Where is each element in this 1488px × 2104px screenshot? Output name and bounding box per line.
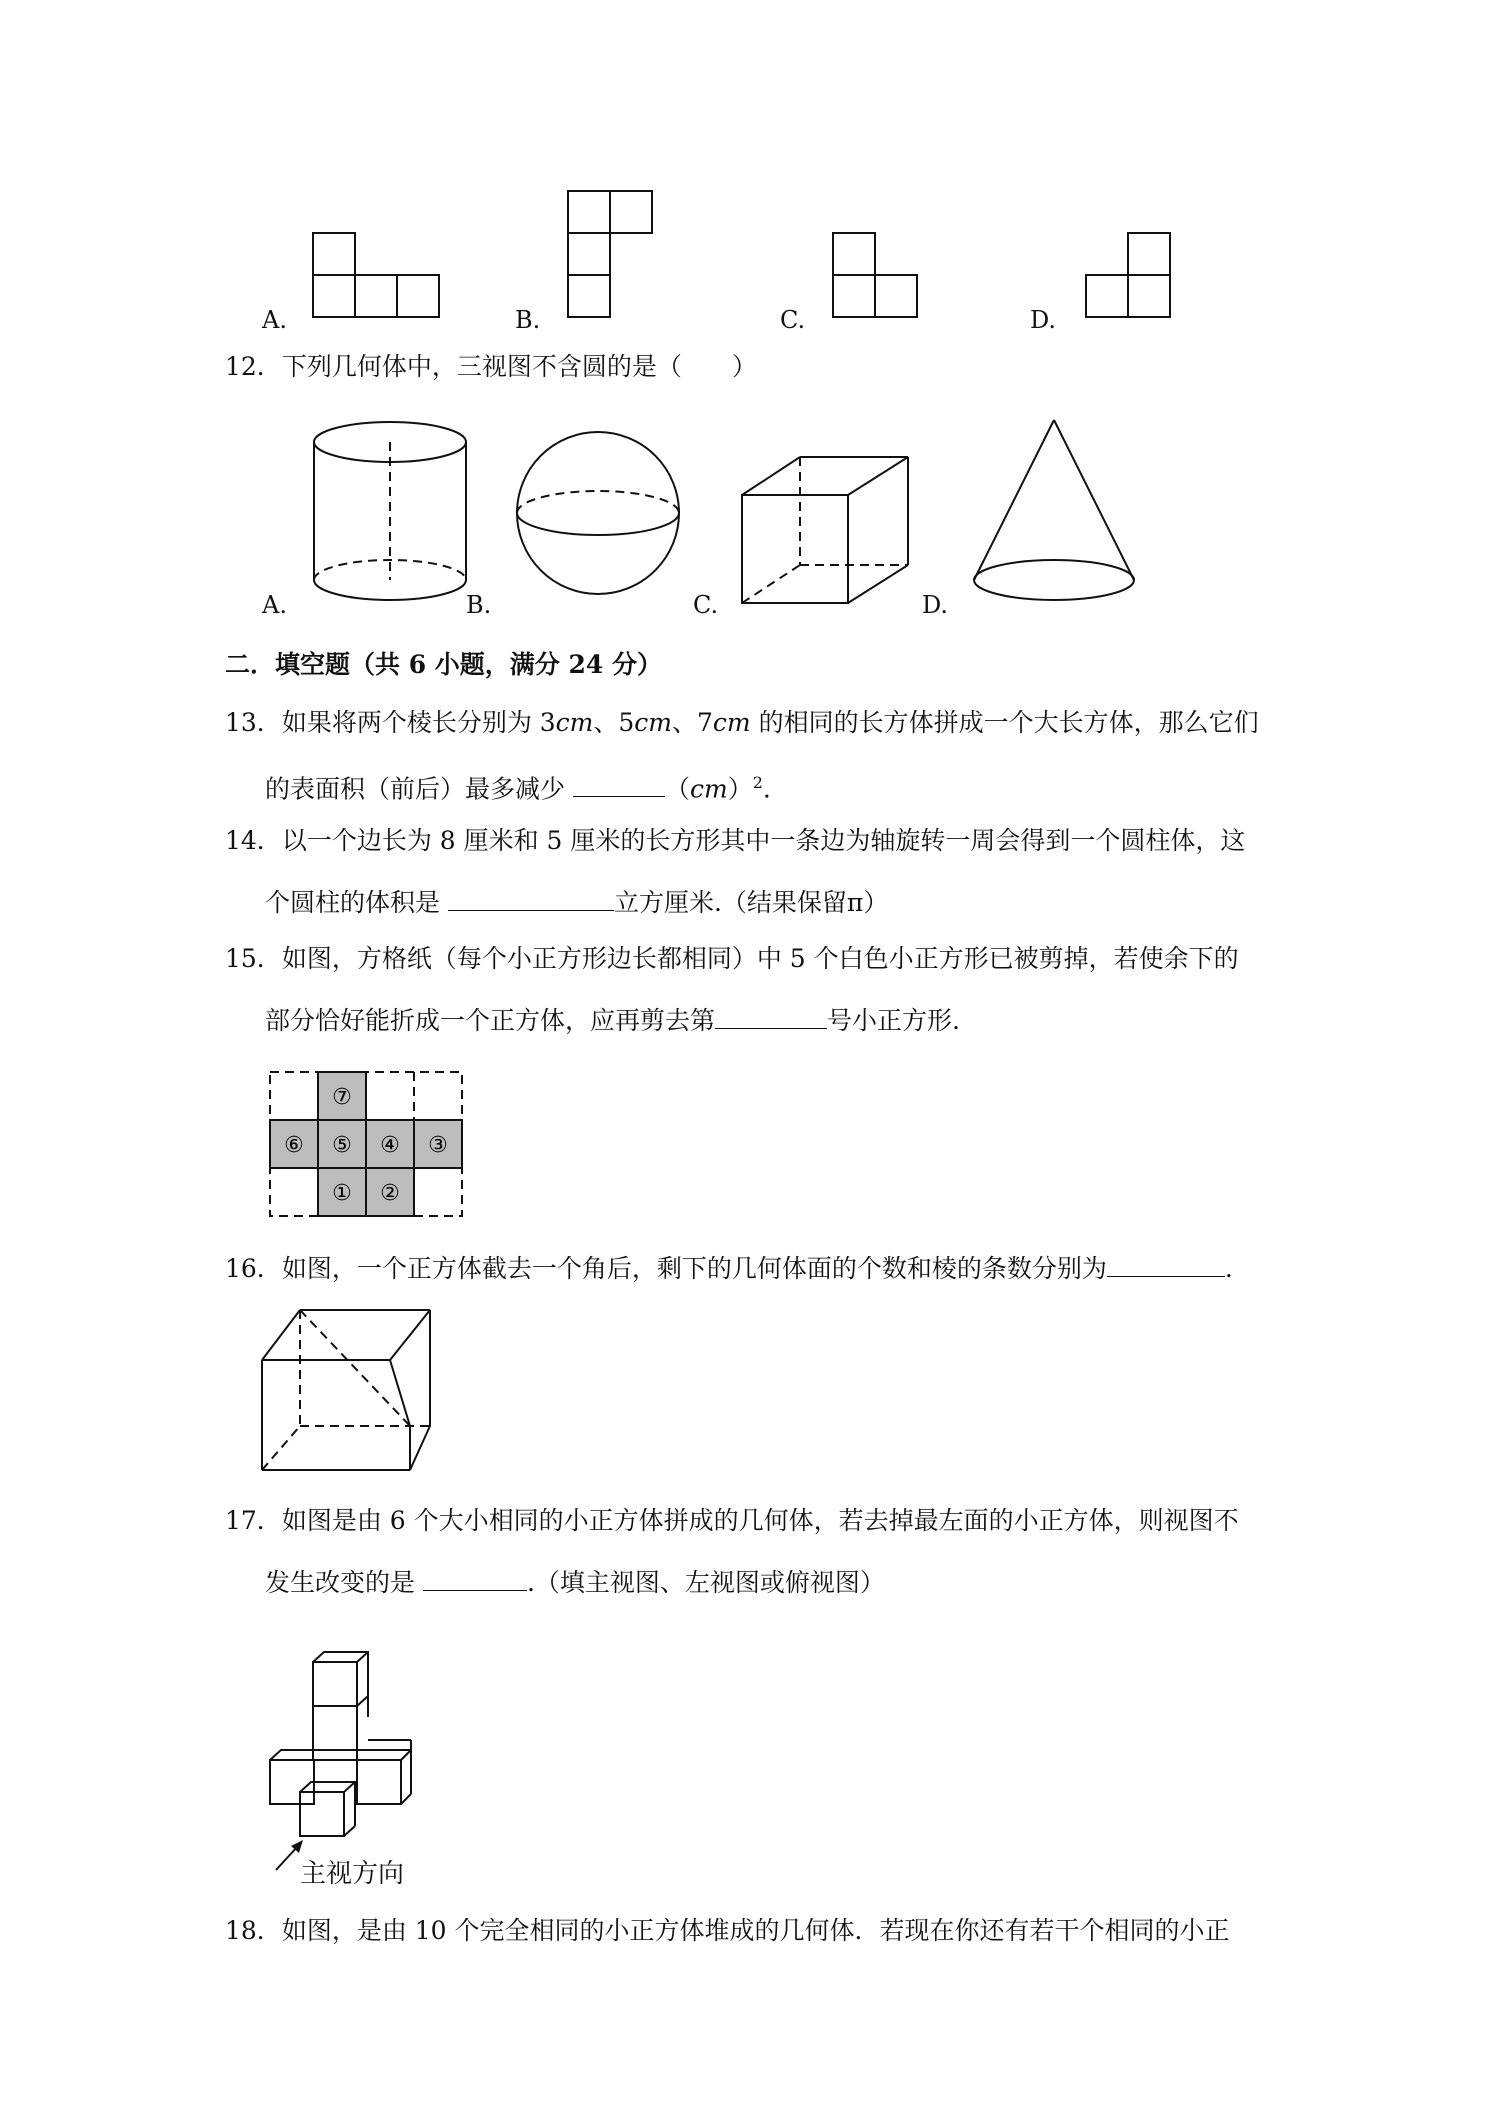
- q13-text-c: 的表面积（前后）最多减少: [265, 774, 573, 804]
- q12-stem: [225, 352, 757, 382]
- cube-icon: [740, 455, 920, 610]
- q13-text-b: 的相同的长方体拼成一个大长方体，那么它们: [750, 708, 1259, 737]
- q16-line-1: [225, 1252, 1233, 1284]
- q13-line-2: [265, 768, 771, 804]
- q18-text-a: 如图，是由 10 个完全相同的小正方体堆成的几何体．若现在你还有若干个相同的小正: [281, 1916, 1230, 1945]
- q13-unit-3: cm: [712, 708, 751, 737]
- cone-icon: [972, 418, 1142, 608]
- q11-option-b-figure: [567, 190, 667, 325]
- q14-text-b: 个圆柱的体积是: [265, 888, 448, 917]
- q13-paren-close: ）: [727, 774, 753, 804]
- q15-cell-4: ④: [380, 1133, 400, 1158]
- q18-line-1: [225, 1916, 1230, 1946]
- q13-answer-blank[interactable]: [573, 772, 665, 797]
- q16-text-a: 如图，一个正方体截去一个角后，剩下的几何体面的个数和棱的条数分别为: [281, 1254, 1107, 1283]
- q12-text: 下列几何体中，三视图不含圆的是（ ）: [281, 352, 757, 381]
- q12-option-a-label: A.: [262, 591, 287, 619]
- q17-cube-stack-figure: [268, 1622, 468, 1842]
- q15-cell-6: ⑥: [284, 1133, 304, 1158]
- q13-unit-1: cm: [555, 708, 594, 737]
- q15-line-2: [265, 1004, 960, 1036]
- q15-answer-blank[interactable]: [715, 1004, 827, 1029]
- q17-line-1: [225, 1506, 1239, 1536]
- q13-unit-2: cm: [634, 708, 673, 737]
- q14-number: 14．: [225, 826, 282, 855]
- q17-line-2: [265, 1566, 885, 1598]
- q14-text-c: 立方厘米.（结果保留π）: [613, 888, 889, 917]
- q13-sep-2: 、7: [672, 708, 713, 737]
- q11-option-c-figure: [832, 232, 927, 322]
- q15-cell-1: ①: [332, 1181, 352, 1206]
- q11-option-d-label: D.: [1030, 306, 1057, 334]
- q17-text-b: 发生改变的是: [265, 1568, 423, 1597]
- q13-period: .: [762, 774, 771, 804]
- q17-number: 17．: [225, 1506, 282, 1535]
- q12-number: 12．: [225, 352, 282, 381]
- q14-line-2: [265, 886, 888, 918]
- q11-option-c-label: C.: [780, 306, 806, 334]
- q13-sep-1: 、5: [593, 708, 635, 737]
- q17-view-direction-caption: 主视方向: [300, 1859, 405, 1889]
- q15-text-a: 如图，方格纸（每个小正方形边长都相同）中 5 个白色小正方形已被剪掉，若使余下的: [281, 944, 1239, 973]
- q15-grid-figure: [268, 1070, 468, 1220]
- q15-cell-5: ⑤: [332, 1133, 352, 1158]
- q12-option-b-label: B.: [466, 591, 492, 619]
- q13-number: 13．: [225, 708, 282, 737]
- q15-cell-2: ②: [380, 1181, 400, 1206]
- q11-option-a-figure: [312, 232, 447, 322]
- q16-number: 16．: [225, 1254, 282, 1283]
- section-2-heading: 二．填空题（共 6 小题，满分 24 分）: [225, 650, 663, 679]
- q12-option-c-label: C.: [693, 591, 719, 619]
- q13-line-1: [225, 708, 1259, 738]
- q13-text-a: 如果将两个棱长分别为 3: [281, 708, 556, 737]
- q17-answer-blank[interactable]: [423, 1566, 527, 1591]
- q15-number: 15．: [225, 944, 282, 973]
- q14-answer-blank[interactable]: [448, 886, 614, 911]
- q11-option-d-figure: [1085, 232, 1180, 322]
- q13-paren-open: （: [664, 774, 690, 804]
- q13-superscript: 2: [752, 773, 763, 792]
- q14-text-a: 以一个边长为 8 厘米和 5 厘米的长方形其中一条边为轴旋转一周会得到一个圆柱体，这: [281, 826, 1246, 855]
- q11-option-b-label: B.: [515, 306, 541, 334]
- q14-line-1: [225, 826, 1245, 856]
- cylinder-icon: [312, 410, 472, 610]
- q15-text-b: 部分恰好能折成一个正方体，应再剪去第: [265, 1006, 716, 1035]
- q16-truncated-cube-figure: [260, 1308, 440, 1478]
- q13-unit-4: cm: [689, 774, 728, 804]
- q15-line-1: [225, 944, 1239, 974]
- q15-cell-3: ③: [428, 1133, 448, 1158]
- q15-cell-7: ⑦: [332, 1085, 352, 1110]
- q15-text-c: 号小正方形.: [827, 1006, 960, 1035]
- q12-option-d-label: D.: [922, 591, 949, 619]
- sphere-icon: [515, 430, 685, 600]
- q17-text-c: .（填主视图、左视图或俯视图）: [526, 1568, 885, 1597]
- q17-text-a: 如图是由 6 个大小相同的小正方体拼成的几何体，若去掉最左面的小正方体，则视图不: [281, 1506, 1239, 1535]
- q18-number: 18．: [225, 1916, 282, 1945]
- q16-answer-blank[interactable]: [1107, 1252, 1225, 1277]
- q11-option-a-label: A.: [262, 306, 287, 334]
- q16-period: .: [1224, 1254, 1233, 1283]
